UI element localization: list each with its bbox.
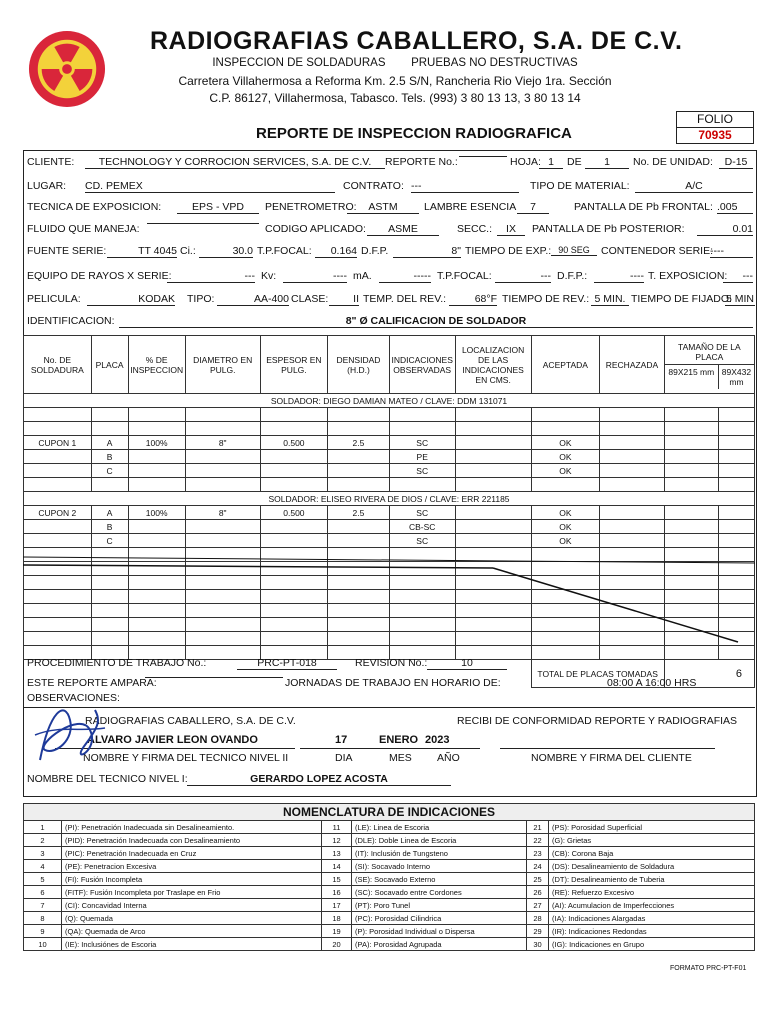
table-row: C SC OK [24,464,755,478]
company-name: RADIOGRAFIAS CABALLERO, S.A. DE C.V. [150,27,683,55]
table-row: C SC OK [24,534,755,548]
nomenclature-section [23,803,755,951]
nomenclature-table [23,820,755,951]
table-row: CUPON 2 A 100% 8" 0.500 2.5 SC OK [24,506,755,520]
signature-mark [30,690,110,770]
nomenclature-row: 3 (PIC): Penetración Inadecuada en Cruz 13 (IT): Inclusión de Tungsteno 23 (CB): Corona Baja [24,847,755,860]
nomenclature-title: NOMENCLATURA DE INDICACIONES [23,803,755,820]
format-code: FORMATO PRC-PT-F01 [670,965,747,972]
folio-number: 70935 [677,127,753,143]
nomenclature-row: 6 (FITF): Fusión Incompleta por Traslape en Frio 16 (SC): Socavado entre Cordones 26 (RE): Refuerzo Excesivo [24,886,755,899]
nomenclature-row: 9 (QA): Quemada de Arco 19 (P): Porosidad Individual o Dispersa 29 (IR): Indicaciones Redondas [24,925,755,938]
folio-box [676,111,754,144]
nomenclature-row: 1 (PI): Penetración Inadecuada sin Desalineamiento. 11 (LE): Linea de Escoria 21 (PS): Porosidad Superficial [24,821,755,834]
header-contact: C.P. 86127, Villahermosa, Tabasco. Tels. (993) 3 80 13 13, 3 80 13 14 [209,91,581,105]
nomenclature-row: 8 (Q): Quemada 18 (PC): Porosidad Cilindrica 28 (IA): Indicaciones Alargadas [24,912,755,925]
table-row: CUPON 1 A 100% 8" 0.500 2.5 SC OK [24,436,755,450]
nomenclature-row: 10 (IE): Inclusiónes de Escoria 20 (PA): Porosidad Agrupada 30 (IG): Indicaciones en Grupo [24,938,755,951]
folio-label: FOLIO [696,112,733,126]
nomenclature-row: 2 (PID): Penetración Inadecuada con Desalineamiento 12 (DLE): Doble Linea de Escoria 22 (G): Grietas [24,834,755,847]
report-title: REPORTE DE INSPECCION RADIOGRAFICA [256,125,572,142]
nomenclature-row: 4 (PE): Penetracion Excesiva 14 (SI): Socavado Interno 24 (DS): Desalineamiento de Soldadura [24,860,755,873]
nomenclature-row: 7 (CI): Concavidad Interna 17 (PT): Poro Tunel 27 (AI): Acumulacion de Imperfecciones [24,899,755,912]
header-address: Carretera Villahermosa a Reforma Km. 2.5 S/N, Rancheria Rio Viejo 1ra. Sección [178,74,612,88]
tech2-name: ALVARO JAVIER LEON OVANDO [87,734,258,746]
table-header: No. DE SOLDADURA PLACA % DE INSPECCION DIAMETRO EN PULG. ESPESOR EN PULG. DENSIDAD (H.D.) INDICACIONES OBSERVADAS LOCALIZACION DE LAS INDICACIONES EN CMS. ACEPTADA RECHAZADA TAMAÑO DE LA PLACA 89X215 mm 89X432 mm [24,336,755,394]
welder-row-1: SOLDADOR: DIEGO DAMIAN MATEO / CLAVE: DDM 131071 [24,394,755,408]
nomenclature-row: 5 (FI): Fusión Incompleta 15 (SE): Socavado Externo 25 (DT): Desalineamiento de Tuberia [24,873,755,886]
table-row: B CB-SC OK [24,520,755,534]
total-row: TOTAL DE PLACAS TOMADAS 6 [24,660,755,688]
radiation-logo-icon [28,30,106,108]
identificacion-value: 8" Ø CALIFICACION DE SOLDADOR [119,315,753,328]
welder-row-2: SOLDADOR: ELISEO RIVERA DE DIOS / CLAVE: ERR 221185 [24,492,755,506]
table-row: B PE OK [24,450,755,464]
header-line-1: INSPECCION DE SOLDADURAS PRUEBAS NO DESTRUCTIVAS [212,57,578,69]
cliente-value: TECHNOLOGY Y CORROCION SERVICES, S.A. DE C.V. [85,156,385,169]
cancel-strike-lines [23,555,755,645]
